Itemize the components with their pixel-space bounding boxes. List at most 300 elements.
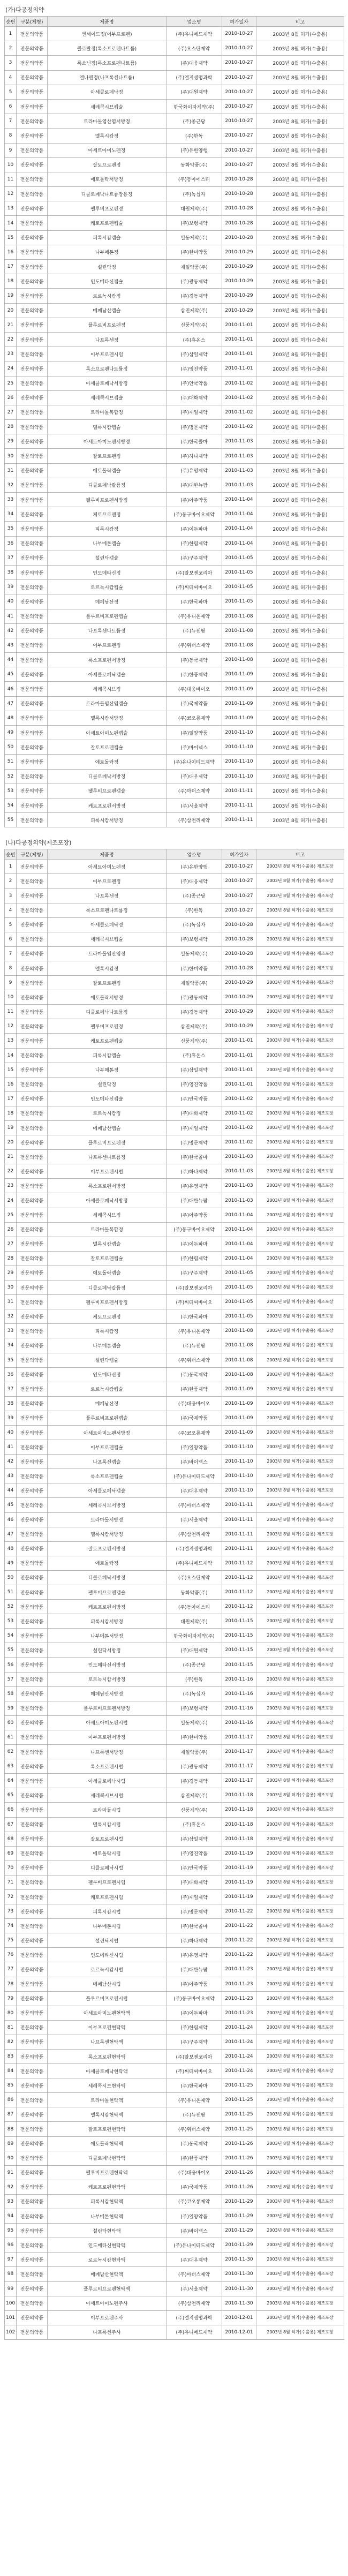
table-row — [5, 860, 344, 874]
cell-company: (주)국제약품 — [167, 696, 222, 711]
table-row — [5, 653, 344, 667]
table-row — [5, 1875, 344, 1889]
cell-note: 2003년 8월 허가(수출용) — [256, 245, 344, 259]
cell-no: 76 — [5, 1948, 17, 1962]
cell-product: 멜록시캄시럽 — [48, 1817, 167, 1832]
cell-category: 전문의약품 — [17, 201, 48, 216]
cell-note: 2003년 8월 허가(수출용) — [256, 420, 344, 434]
cell-company: (주)동국제약 — [167, 653, 222, 667]
cell-category: 전문의약품 — [17, 1759, 48, 1774]
cell-product: 나부메톤시럽 — [48, 1919, 167, 1933]
cell-no: 64 — [5, 1774, 17, 1788]
cell-no: 8 — [5, 129, 17, 143]
cell-date: 2010-11-05 — [222, 551, 256, 565]
cell-date: 2010-11-03 — [222, 463, 256, 478]
cell-note: 2003년 8월 허가(수출용) 제조포장 — [256, 2006, 344, 2020]
cell-product: 나부메톤정 — [48, 245, 167, 259]
cell-note: 2003년 8월 허가(수출용) 제조포장 — [256, 1077, 344, 1091]
cell-product: 나프록센현탁액 — [48, 2035, 167, 2049]
cell-note: 2003년 8월 허가(수출용) 제조포장 — [256, 1251, 344, 1266]
cell-date: 2010-11-03 — [222, 449, 256, 463]
table-row — [5, 157, 344, 172]
cell-company: (주)코오롱제약 — [167, 711, 222, 725]
cell-date: 2010-11-04 — [222, 1222, 256, 1237]
cell-product: 이부프로펜캡슐 — [48, 1440, 167, 1455]
cell-date: 2010-11-29 — [222, 2194, 256, 2209]
table-row — [5, 56, 344, 70]
cell-no: 19 — [5, 289, 17, 303]
cell-date: 2010-11-10 — [222, 1469, 256, 1483]
cell-no: 25 — [5, 1208, 17, 1222]
cell-product: 아세트아미노펜서방정 — [48, 1425, 167, 1440]
cell-category: 전문의약품 — [17, 594, 48, 609]
cell-product: 디클로페낙나트륨장용정 — [48, 187, 167, 201]
table-row — [5, 1498, 344, 1512]
cell-no: 26 — [5, 1222, 17, 1237]
cell-note: 2003년 8월 허가(수출용) 제조포장 — [256, 1353, 344, 1367]
table-header-row — [5, 17, 344, 27]
cell-company: (주)대원제약 — [167, 1643, 222, 1658]
cell-product: 나프록센나트륨정 — [48, 1150, 167, 1164]
cell-category: 전문의약품 — [17, 318, 48, 332]
cell-note: 2003년 8월 허가(수출용) 제조포장 — [256, 2194, 344, 2209]
cell-date: 2010-11-11 — [222, 1512, 256, 1527]
cell-no: 2 — [5, 874, 17, 888]
cell-company: (주)동국제약 — [167, 2136, 222, 2151]
table-row — [5, 1281, 344, 1295]
cell-note: 2003년 8월 허가(수출용) 제조포장 — [256, 1019, 344, 1034]
table-row — [5, 1556, 344, 1570]
cell-category: 전문의약품 — [17, 1281, 48, 1295]
cell-note: 2003년 8월 허가(수출용) — [256, 784, 344, 798]
cell-date: 2010-11-19 — [222, 1846, 256, 1861]
cell-category: 전문의약품 — [17, 653, 48, 667]
cell-no: 17 — [5, 260, 17, 274]
section2-title: (나)다공정의약(제조포장) — [5, 839, 72, 847]
cell-product: 멜록시캄캡슐 — [48, 1237, 167, 1251]
cell-company: (주)한국파마 — [167, 594, 222, 609]
cell-product: 디클로페낙시럽 — [48, 1861, 167, 1875]
cell-no: 44 — [5, 1483, 17, 1498]
cell-category: 전문의약품 — [17, 638, 48, 652]
cell-company: (주)한풍제약 — [167, 1382, 222, 1396]
cell-category: 전문의약품 — [17, 1338, 48, 1353]
cell-company: (주)광동제약 — [167, 1759, 222, 1774]
cell-no: 3 — [5, 888, 17, 903]
cell-category: 전문의약품 — [17, 2050, 48, 2064]
table-row — [5, 976, 344, 990]
cell-note: 2003년 8월 허가(수출용) 제조포장 — [256, 860, 344, 874]
cell-product: 세레콕시브서방정 — [48, 1498, 167, 1512]
cell-company: (주)삼일제약 — [167, 1832, 222, 1846]
table-row — [5, 1019, 344, 1034]
cell-note: 2003년 8월 허가(수출용) — [256, 740, 344, 755]
cell-note: 2003년 8월 허가(수출용) 제조포장 — [256, 1541, 344, 1556]
cell-no: 51 — [5, 1585, 17, 1600]
table-row — [5, 609, 344, 623]
cell-category: 전문의약품 — [17, 1991, 48, 2006]
cell-date: 2010-11-03 — [222, 434, 256, 449]
cell-note: 2003년 8월 허가(수출용) 제조포장 — [256, 1919, 344, 1933]
cell-date: 2010-11-02 — [222, 420, 256, 434]
cell-note: 2003년 8월 허가(수출용) — [256, 463, 344, 478]
cell-no: 54 — [5, 1629, 17, 1643]
cell-note: 2003년 8월 허가(수출용) — [256, 274, 344, 289]
cell-no: 33 — [5, 1324, 17, 1338]
cell-note: 2003년 8월 허가(수출용) 제조포장 — [256, 1455, 344, 1469]
cell-company: (주)유한양행 — [167, 143, 222, 157]
cell-company: 신풍제약(주) — [167, 1803, 222, 1817]
cell-product: 케토프로펜캡슐 — [48, 216, 167, 230]
cell-category: 전문의약품 — [17, 420, 48, 434]
cell-category: 전문의약품 — [17, 1745, 48, 1759]
table-row — [5, 1658, 344, 1672]
cell-company: (주)유영제약 — [167, 463, 222, 478]
cell-product: 설린닥서방정 — [48, 1643, 167, 1658]
cell-date: 2010-11-02 — [222, 1121, 256, 1135]
cell-company: (주)마더스제약 — [167, 2267, 222, 2281]
table-row — [5, 1846, 344, 1861]
cell-date: 2010-11-18 — [222, 1788, 256, 1803]
cell-company: (주)유니온제약 — [167, 2093, 222, 2107]
cell-no: 37 — [5, 551, 17, 565]
cell-company: (주)삼천리제약 — [167, 813, 222, 827]
cell-company: (주)한국파마 — [167, 2078, 222, 2093]
cell-note: 2003년 8월 허가(수출용) 제조포장 — [256, 1585, 344, 1600]
cell-note: 2003년 8월 허가(수출용) — [256, 157, 344, 172]
table-row — [5, 1788, 344, 1803]
cell-company: 대원제약(주) — [167, 201, 222, 216]
cell-date: 2010-11-01 — [222, 347, 256, 361]
table-row — [5, 1919, 344, 1933]
cell-category: 전문의약품 — [17, 2224, 48, 2238]
cell-date: 2010-11-25 — [222, 2078, 256, 2093]
cell-category: 전문의약품 — [17, 187, 48, 201]
cell-date: 2010-11-22 — [222, 1904, 256, 1919]
cell-date: 2010-11-19 — [222, 1875, 256, 1889]
cell-company: (주)서울제약 — [167, 1512, 222, 1527]
table-row — [5, 1759, 344, 1774]
cell-date: 2010-11-25 — [222, 2122, 256, 2136]
table-row — [5, 2281, 344, 2296]
cell-note: 2003년 8월 허가(수출용) 제조포장 — [256, 1338, 344, 1353]
cell-product: 아세트아미노펜시럽 — [48, 1715, 167, 1730]
table-row — [5, 1251, 344, 1266]
cell-company: 동화약품(주) — [167, 1585, 222, 1600]
cell-note: 2003년 8월 허가(수출용) — [256, 390, 344, 405]
cell-no: 29 — [5, 1266, 17, 1280]
cell-no: 47 — [5, 1527, 17, 1541]
cell-product: 록소프로펜현탁액 — [48, 2050, 167, 2064]
cell-product: 펠루비프로펜서방정 — [48, 493, 167, 507]
cell-no: 24 — [5, 361, 17, 376]
table-row — [5, 420, 344, 434]
cell-category: 전문의약품 — [17, 1440, 48, 1455]
cell-company: (주)위더스제약 — [167, 638, 222, 652]
cell-product: 로르녹시캄시럽 — [48, 1962, 167, 1977]
cell-note: 2003년 8월 허가(수출용) 제조포장 — [256, 2238, 344, 2253]
cell-no: 68 — [5, 1832, 17, 1846]
cell-company: 일동제약(주) — [167, 1715, 222, 1730]
cell-no: 55 — [5, 1643, 17, 1658]
cell-product: 잘토프로펜시럽 — [48, 1832, 167, 1846]
cell-note: 2003년 8월 허가(수출용) — [256, 798, 344, 812]
table-row — [5, 129, 344, 143]
cell-note: 2003년 8월 허가(수출용) — [256, 332, 344, 347]
cell-no: 7 — [5, 114, 17, 129]
cell-product: 아세트아미노펜주사 — [48, 2296, 167, 2310]
cell-date: 2010-11-16 — [222, 1672, 256, 1686]
cell-category: 전문의약품 — [17, 1527, 48, 1541]
cell-product: 플루르비프로펜캡슐 — [48, 609, 167, 623]
cell-date: 2010-11-17 — [222, 1759, 256, 1774]
cell-date: 2010-10-29 — [222, 1005, 256, 1019]
cell-category: 전문의약품 — [17, 2209, 48, 2224]
cell-company: (주)바이넥스 — [167, 740, 222, 755]
cell-date: 2010-11-15 — [222, 1643, 256, 1658]
cell-date: 2010-11-08 — [222, 1367, 256, 1382]
cell-date: 2010-10-27 — [222, 41, 256, 56]
cell-no: 100 — [5, 2296, 17, 2310]
cell-product: 멜록시캄현탁액 — [48, 2107, 167, 2122]
cell-date: 2010-11-25 — [222, 2093, 256, 2107]
cell-company: (주)마더스제약 — [167, 784, 222, 798]
cell-company: (주)아주약품 — [167, 493, 222, 507]
cell-note: 2003년 8월 허가(수출용) 제조포장 — [256, 2281, 344, 2296]
table-row — [5, 143, 344, 157]
cell-product: 펠루비프로펜정 — [48, 201, 167, 216]
cell-company: (주)녹십자 — [167, 917, 222, 932]
cell-product: 멜록시캄서방정 — [48, 711, 167, 725]
table-row — [5, 813, 344, 827]
cell-date: 2010-11-12 — [222, 1556, 256, 1570]
cell-date: 2010-11-26 — [222, 2180, 256, 2194]
cell-note: 2003년 8월 허가(수출용) — [256, 361, 344, 376]
table-body-2 — [5, 860, 344, 2340]
cell-product: 디클로페낙칼륨정 — [48, 478, 167, 492]
cell-category: 전문의약품 — [17, 2136, 48, 2151]
cell-product: 인도메타신정 — [48, 1367, 167, 1382]
cell-category: 전문의약품 — [17, 1832, 48, 1846]
cell-no: 26 — [5, 390, 17, 405]
cell-category: 전문의약품 — [17, 623, 48, 638]
cell-category: 전문의약품 — [17, 1614, 48, 1629]
cell-product: 인도메타신캡슐 — [48, 1091, 167, 1106]
cell-product: 피록시캄캡슐 — [48, 1048, 167, 1063]
cell-company: (주)삼천리제약 — [167, 1527, 222, 1541]
cell-no: 16 — [5, 1077, 17, 1091]
cell-category: 전문의약품 — [17, 405, 48, 419]
table-row — [5, 2093, 344, 2107]
cell-product: 록소닌정(록소프로펜나트륨) — [48, 56, 167, 70]
cell-product: 세레콕시브캡슐 — [48, 99, 167, 114]
table-row — [5, 1585, 344, 1600]
cell-no: 9 — [5, 976, 17, 990]
cell-date: 2010-11-04 — [222, 507, 256, 522]
table-row — [5, 1440, 344, 1455]
cell-category: 전문의약품 — [17, 27, 48, 41]
cell-no: 51 — [5, 755, 17, 769]
cell-company: (주)대웅제약 — [167, 56, 222, 70]
cell-date: 2010-10-29 — [222, 303, 256, 318]
cell-category: 전문의약품 — [17, 129, 48, 143]
cell-no: 31 — [5, 1295, 17, 1309]
cell-category: 전문의약품 — [17, 1237, 48, 1251]
cell-no: 48 — [5, 1541, 17, 1556]
cell-product: 플루르비프로펜정 — [48, 1135, 167, 1150]
cell-product: 엔세이드정(이부프로펜) — [48, 27, 167, 41]
cell-note: 2003년 8월 허가(수출용) 제조포장 — [256, 1150, 344, 1164]
cell-company: (주)대한뉴팜 — [167, 1193, 222, 1208]
cell-date: 2010-11-29 — [222, 2209, 256, 2224]
cell-date: 2010-10-27 — [222, 114, 256, 129]
table-row — [5, 1686, 344, 1701]
cell-note: 2003년 8월 허가(수출용) 제조포장 — [256, 1774, 344, 1788]
cell-date: 2010-10-28 — [222, 917, 256, 932]
cell-company: (주)바이넥스 — [167, 1455, 222, 1469]
cell-product: 피록시캄서방정 — [48, 813, 167, 827]
cell-company: (주)구주제약 — [167, 551, 222, 565]
cell-category: 전문의약품 — [17, 1455, 48, 1469]
table-row — [5, 1324, 344, 1338]
cell-no: 32 — [5, 1309, 17, 1324]
cell-product: 케토프로펜시럽 — [48, 1889, 167, 1904]
cell-no: 25 — [5, 376, 17, 390]
table-row — [5, 361, 344, 376]
cell-product: 플루르비프로펜정 — [48, 318, 167, 332]
cell-date: 2010-11-24 — [222, 2050, 256, 2064]
cell-company: (주)하나제약 — [167, 449, 222, 463]
cell-note: 2003년 8월 허가(수출용) — [256, 493, 344, 507]
cell-company: (주)씨티씨바이오 — [167, 580, 222, 594]
table-row — [5, 1977, 344, 1991]
cell-category: 전문의약품 — [17, 1034, 48, 1048]
table-row — [5, 1614, 344, 1629]
table-row — [5, 2064, 344, 2078]
header-date: 허가일자 — [222, 17, 256, 27]
cell-company: 한국화이자제약(주) — [167, 1629, 222, 1643]
cell-date: 2010-11-04 — [222, 1251, 256, 1266]
cell-date: 2010-11-11 — [222, 784, 256, 798]
cell-no: 12 — [5, 1019, 17, 1034]
table-row — [5, 1382, 344, 1396]
cell-date: 2010-11-23 — [222, 1991, 256, 2006]
cell-company: (주)종근당 — [167, 888, 222, 903]
cell-company: (주)한국파마 — [167, 1309, 222, 1324]
table-row — [5, 667, 344, 682]
cell-date: 2010-11-11 — [222, 1527, 256, 1541]
cell-note: 2003년 8월 허가(수출용) 제조포장 — [256, 888, 344, 903]
cell-no: 35 — [5, 1353, 17, 1367]
cell-note: 2003년 8월 허가(수출용) 제조포장 — [256, 1629, 344, 1643]
cell-no: 13 — [5, 201, 17, 216]
cell-company: (주)한독 — [167, 1672, 222, 1686]
cell-no: 92 — [5, 2180, 17, 2194]
table-row — [5, 172, 344, 186]
cell-note: 2003년 8월 허가(수출용) — [256, 201, 344, 216]
cell-category: 전문의약품 — [17, 1948, 48, 1962]
cell-company: (주)동국제약 — [167, 1367, 222, 1382]
table-row — [5, 1745, 344, 1759]
table-row — [5, 2194, 344, 2209]
table-row — [5, 405, 344, 419]
table-row — [5, 696, 344, 711]
table-row — [5, 2180, 344, 2194]
cell-company: 대원제약(주) — [167, 1614, 222, 1629]
cell-product: 트라마돌염산염캡슐 — [48, 696, 167, 711]
cell-note: 2003년 8월 허가(수출용) 제조포장 — [256, 1208, 344, 1222]
table-row — [5, 1048, 344, 1063]
cell-product: 세레콕시브정 — [48, 1208, 167, 1222]
table-row — [5, 230, 344, 245]
cell-category: 전문의약품 — [17, 990, 48, 1005]
cell-product: 나프록센나트륨정 — [48, 623, 167, 638]
table-row — [5, 2296, 344, 2310]
cell-category: 전문의약품 — [17, 1091, 48, 1106]
cell-category: 전문의약품 — [17, 1019, 48, 1034]
cell-note: 2003년 8월 허가(수출용) 제조포장 — [256, 1875, 344, 1889]
cell-date: 2010-11-08 — [222, 1324, 256, 1338]
cell-company: (주)한국콜마 — [167, 1150, 222, 1164]
cell-date: 2010-11-16 — [222, 1715, 256, 1730]
cell-product: 잘토프로펜현탁액 — [48, 2122, 167, 2136]
cell-product: 케토프로펜정 — [48, 1309, 167, 1324]
cell-company: (주)대우제약 — [167, 2253, 222, 2267]
cell-company: (주)삼일제약 — [167, 347, 222, 361]
cell-date: 2010-10-29 — [222, 976, 256, 990]
cell-note: 2003년 8월 허가(수출용) 제조포장 — [256, 1164, 344, 1179]
cell-date: 2010-11-19 — [222, 1861, 256, 1875]
cell-company: 동화약품(주) — [167, 157, 222, 172]
cell-no: 37 — [5, 1382, 17, 1396]
table-row — [5, 1469, 344, 1483]
cell-company: 신풍제약(주) — [167, 1034, 222, 1048]
cell-category: 전문의약품 — [17, 1715, 48, 1730]
cell-no: 50 — [5, 740, 17, 755]
cell-product: 케토프로펜현탁액 — [48, 2180, 167, 2194]
table-row — [5, 1629, 344, 1643]
cell-date: 2010-11-02 — [222, 376, 256, 390]
table-row — [5, 260, 344, 274]
cell-category: 전문의약품 — [17, 1469, 48, 1483]
cell-product: 메페남산서방정 — [48, 1686, 167, 1701]
table-row — [5, 1034, 344, 1048]
cell-category: 전문의약품 — [17, 2122, 48, 2136]
cell-company: (주)이든파마 — [167, 1237, 222, 1251]
cell-category: 전문의약품 — [17, 932, 48, 946]
cell-date: 2010-11-24 — [222, 2064, 256, 2078]
cell-date: 2010-10-29 — [222, 260, 256, 274]
cell-product: 이부프로펜정 — [48, 638, 167, 652]
table-row — [5, 201, 344, 216]
table-row — [5, 594, 344, 609]
cell-date: 2010-10-29 — [222, 1019, 256, 1034]
cell-company: (주)동구바이오제약 — [167, 1222, 222, 1237]
cell-no: 15 — [5, 230, 17, 245]
cell-product: 에토돌락시럽 — [48, 1846, 167, 1861]
cell-category: 전문의약품 — [17, 493, 48, 507]
table-row — [5, 1091, 344, 1106]
cell-no: 16 — [5, 245, 17, 259]
cell-no: 27 — [5, 1237, 17, 1251]
cell-product: 세레콕시브캡슐 — [48, 390, 167, 405]
table-row — [5, 638, 344, 652]
cell-category: 전문의약품 — [17, 347, 48, 361]
cell-date: 2010-11-09 — [222, 696, 256, 711]
cell-note: 2003년 8월 허가(수출용) — [256, 507, 344, 522]
cell-no: 34 — [5, 507, 17, 522]
cell-product: 에토돌락서방정 — [48, 990, 167, 1005]
